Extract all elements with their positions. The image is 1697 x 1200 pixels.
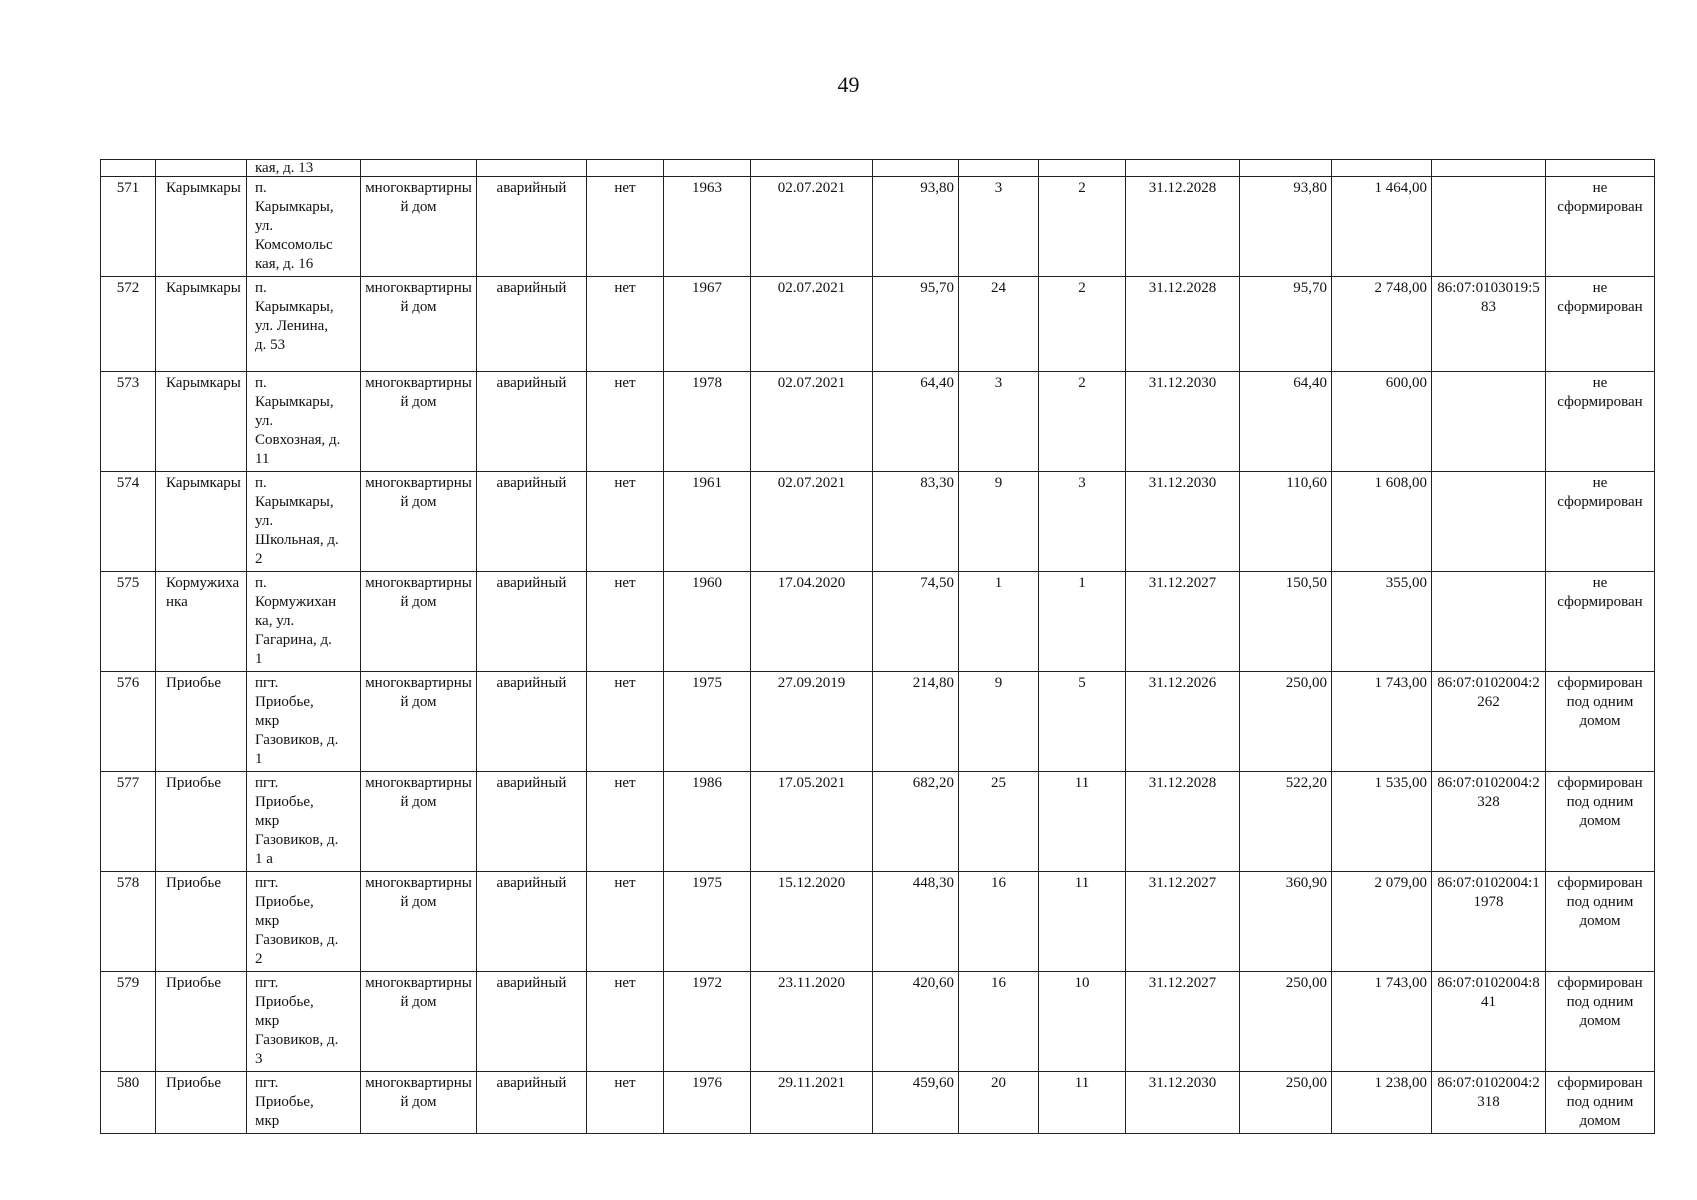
cell-area-relocation: 95,70: [1240, 277, 1332, 372]
cell-cadastral-number: [1432, 572, 1546, 672]
cell-date: 17.04.2020: [751, 572, 873, 672]
cell-land-area: 1 743,00: [1332, 972, 1432, 1072]
cell-settlement: Приобье: [156, 772, 247, 872]
cell-address: п. Карымкары, ул. Школьная, д. 2: [247, 472, 361, 572]
cell-flag: нет: [587, 672, 664, 772]
cell-flag: нет: [587, 277, 664, 372]
cell-land-area: 1 238,00: [1332, 1072, 1432, 1134]
cell-cadastral-number: 86:07:0102004:841: [1432, 972, 1546, 1072]
cell-deadline: 31.12.2030: [1126, 372, 1240, 472]
cell-area: 682,20: [873, 772, 959, 872]
table-row: [101, 872, 1655, 972]
cell-land-status: не сформирован: [1546, 572, 1655, 672]
cell-number: 573: [101, 372, 156, 472]
cell-year: 1972: [664, 972, 751, 1072]
cell-condition: аварийный: [477, 772, 587, 872]
cell-cadastral-number: 86:07:0102004:11978: [1432, 872, 1546, 972]
cell-settlement: Карымкары: [156, 177, 247, 277]
cell-area-relocation: 150,50: [1240, 572, 1332, 672]
cell-area: 459,60: [873, 1072, 959, 1134]
cell-apartments: 10: [1039, 972, 1126, 1072]
cell-condition: аварийный: [477, 277, 587, 372]
cell-object-type: многоквартирный дом: [361, 572, 477, 672]
cell-object-type: многоквартирный дом: [361, 1072, 477, 1134]
cell-deadline: 31.12.2030: [1126, 472, 1240, 572]
cell-empty: [477, 160, 587, 177]
cell-apartments: 1: [1039, 572, 1126, 672]
cell-residents: 9: [959, 472, 1039, 572]
cell-object-type: многоквартирный дом: [361, 472, 477, 572]
cell-empty: [101, 160, 156, 177]
cell-condition: аварийный: [477, 872, 587, 972]
cell-address: пгт. Приобье, мкр Газовиков, д. 3: [247, 972, 361, 1072]
cell-empty: [873, 160, 959, 177]
table-row: [101, 772, 1655, 872]
table-row: [101, 672, 1655, 772]
cell-land-status: не сформирован: [1546, 277, 1655, 372]
cell-number: 574: [101, 472, 156, 572]
cell-cadastral-number: 86:07:0102004:2262: [1432, 672, 1546, 772]
cell-condition: аварийный: [477, 372, 587, 472]
cell-area: 83,30: [873, 472, 959, 572]
cell-residents: 20: [959, 1072, 1039, 1134]
cell-flag: нет: [587, 772, 664, 872]
cell-land-area: 2 079,00: [1332, 872, 1432, 972]
cell-land-area: 1 464,00: [1332, 177, 1432, 277]
cell-address: п. Карымкары, ул. Комсомольс кая, д. 16: [247, 177, 361, 277]
cell-number: 571: [101, 177, 156, 277]
cell-year: 1976: [664, 1072, 751, 1134]
cell-address: п. Карымкары, ул. Совхозная, д. 11: [247, 372, 361, 472]
cell-date: 02.07.2021: [751, 277, 873, 372]
cell-date: 15.12.2020: [751, 872, 873, 972]
cell-empty: [587, 160, 664, 177]
cell-condition: аварийный: [477, 1072, 587, 1134]
cell-empty: [361, 160, 477, 177]
cell-area: 64,40: [873, 372, 959, 472]
cell-land-area: 355,00: [1332, 572, 1432, 672]
cell-condition: аварийный: [477, 572, 587, 672]
cell-area: 420,60: [873, 972, 959, 1072]
cell-area-relocation: 250,00: [1240, 672, 1332, 772]
cell-cadastral-number: 86:07:0102004:2318: [1432, 1072, 1546, 1134]
cell-date: 02.07.2021: [751, 372, 873, 472]
cell-date: 29.11.2021: [751, 1072, 873, 1134]
cell-apartments: 5: [1039, 672, 1126, 772]
cell-year: 1963: [664, 177, 751, 277]
cell-area-relocation: 110,60: [1240, 472, 1332, 572]
cell-apartments: 11: [1039, 872, 1126, 972]
cell-number: 578: [101, 872, 156, 972]
cell-object-type: многоквартирный дом: [361, 772, 477, 872]
cell-deadline: 31.12.2030: [1126, 1072, 1240, 1134]
cell-flag: нет: [587, 572, 664, 672]
cell-date: 23.11.2020: [751, 972, 873, 1072]
cell-number: 577: [101, 772, 156, 872]
cell-settlement: Приобье: [156, 872, 247, 972]
cell-year: 1975: [664, 672, 751, 772]
table-row: [101, 372, 1655, 472]
table-row: [101, 277, 1655, 372]
cell-object-type: многоквартирный дом: [361, 672, 477, 772]
cell-year: 1960: [664, 572, 751, 672]
cell-area-relocation: 360,90: [1240, 872, 1332, 972]
table-row: [101, 1072, 1655, 1134]
cell-settlement: Карымкары: [156, 372, 247, 472]
cell-flag: нет: [587, 972, 664, 1072]
cell-land-status: сформирован под одним домом: [1546, 672, 1655, 772]
cell-land-status: не сформирован: [1546, 472, 1655, 572]
cell-deadline: 31.12.2028: [1126, 772, 1240, 872]
cell-address: п. Кормужихан ка, ул. Гагарина, д. 1: [247, 572, 361, 672]
cell-address: пгт. Приобье, мкр Газовиков, д. 1: [247, 672, 361, 772]
cell-area: 93,80: [873, 177, 959, 277]
housing-registry-table: [100, 159, 1655, 1134]
cell-cadastral-number: 86:07:0103019:583: [1432, 277, 1546, 372]
cell-land-area: 600,00: [1332, 372, 1432, 472]
cell-area-relocation: 250,00: [1240, 1072, 1332, 1134]
cell-apartments: 2: [1039, 372, 1126, 472]
cell-condition: аварийный: [477, 177, 587, 277]
cell-address: кая, д. 13: [247, 160, 361, 177]
cell-cadastral-number: [1432, 472, 1546, 572]
cell-land-area: 2 748,00: [1332, 277, 1432, 372]
cell-year: 1978: [664, 372, 751, 472]
cell-area: 74,50: [873, 572, 959, 672]
cell-land-status: не сформирован: [1546, 177, 1655, 277]
cell-cadastral-number: [1432, 372, 1546, 472]
cell-land-area: 1 535,00: [1332, 772, 1432, 872]
cell-year: 1967: [664, 277, 751, 372]
cell-deadline: 31.12.2027: [1126, 572, 1240, 672]
cell-area: 448,30: [873, 872, 959, 972]
page-number: 49: [837, 72, 860, 97]
cell-flag: нет: [587, 872, 664, 972]
cell-empty: [156, 160, 247, 177]
cell-settlement: Карымкары: [156, 472, 247, 572]
cell-cadastral-number: [1432, 177, 1546, 277]
cell-year: 1961: [664, 472, 751, 572]
cell-apartments: 2: [1039, 177, 1126, 277]
table-row: [101, 972, 1655, 1072]
cell-object-type: многоквартирный дом: [361, 177, 477, 277]
table-row: [101, 572, 1655, 672]
table-row-continuation: [101, 160, 1655, 177]
cell-residents: 16: [959, 872, 1039, 972]
cell-deadline: 31.12.2027: [1126, 972, 1240, 1072]
cell-address: п. Карымкары, ул. Ленина, д. 53: [247, 277, 361, 372]
cell-area-relocation: 64,40: [1240, 372, 1332, 472]
table-body: [101, 160, 1655, 1134]
cell-deadline: 31.12.2028: [1126, 277, 1240, 372]
cell-condition: аварийный: [477, 972, 587, 1072]
cell-address: пгт. Приобье, мкр: [247, 1072, 361, 1134]
cell-deadline: 31.12.2028: [1126, 177, 1240, 277]
cell-area: 214,80: [873, 672, 959, 772]
cell-year: 1975: [664, 872, 751, 972]
cell-address: пгт. Приобье, мкр Газовиков, д. 1 а: [247, 772, 361, 872]
cell-object-type: многоквартирный дом: [361, 872, 477, 972]
cell-empty: [959, 160, 1039, 177]
cell-residents: 3: [959, 372, 1039, 472]
cell-empty: [1332, 160, 1432, 177]
cell-date: 02.07.2021: [751, 472, 873, 572]
cell-empty: [664, 160, 751, 177]
cell-area: 95,70: [873, 277, 959, 372]
cell-settlement: Приобье: [156, 1072, 247, 1134]
cell-deadline: 31.12.2026: [1126, 672, 1240, 772]
cell-land-status: сформирован под одним домом: [1546, 1072, 1655, 1134]
cell-apartments: 2: [1039, 277, 1126, 372]
cell-residents: 16: [959, 972, 1039, 1072]
cell-condition: аварийный: [477, 672, 587, 772]
cell-land-status: сформирован под одним домом: [1546, 972, 1655, 1072]
cell-object-type: многоквартирный дом: [361, 972, 477, 1072]
cell-empty: [1432, 160, 1546, 177]
cell-residents: 25: [959, 772, 1039, 872]
cell-land-area: 1 608,00: [1332, 472, 1432, 572]
cell-land-status: сформирован под одним домом: [1546, 872, 1655, 972]
cell-number: 576: [101, 672, 156, 772]
cell-number: 575: [101, 572, 156, 672]
cell-number: 580: [101, 1072, 156, 1134]
cell-empty: [751, 160, 873, 177]
cell-flag: нет: [587, 372, 664, 472]
cell-land-status: сформирован под одним домом: [1546, 772, 1655, 872]
cell-settlement: Приобье: [156, 672, 247, 772]
cell-deadline: 31.12.2027: [1126, 872, 1240, 972]
cell-date: 17.05.2021: [751, 772, 873, 872]
cell-flag: нет: [587, 1072, 664, 1134]
cell-residents: 3: [959, 177, 1039, 277]
cell-apartments: 11: [1039, 772, 1126, 872]
cell-area-relocation: 522,20: [1240, 772, 1332, 872]
cell-flag: нет: [587, 472, 664, 572]
cell-settlement: Приобье: [156, 972, 247, 1072]
cell-flag: нет: [587, 177, 664, 277]
cell-date: 02.07.2021: [751, 177, 873, 277]
cell-land-status: не сформирован: [1546, 372, 1655, 472]
cell-empty: [1546, 160, 1655, 177]
cell-empty: [1126, 160, 1240, 177]
cell-number: 572: [101, 277, 156, 372]
cell-empty: [1240, 160, 1332, 177]
cell-object-type: многоквартирный дом: [361, 372, 477, 472]
cell-area-relocation: 93,80: [1240, 177, 1332, 277]
cell-object-type: многоквартирный дом: [361, 277, 477, 372]
cell-empty: [1039, 160, 1126, 177]
cell-residents: 9: [959, 672, 1039, 772]
cell-apartments: 11: [1039, 1072, 1126, 1134]
cell-condition: аварийный: [477, 472, 587, 572]
cell-residents: 24: [959, 277, 1039, 372]
table-row: [101, 177, 1655, 277]
cell-apartments: 3: [1039, 472, 1126, 572]
table-row: [101, 472, 1655, 572]
cell-area-relocation: 250,00: [1240, 972, 1332, 1072]
cell-number: 579: [101, 972, 156, 1072]
cell-cadastral-number: 86:07:0102004:2328: [1432, 772, 1546, 872]
cell-address: пгт. Приобье, мкр Газовиков, д. 2: [247, 872, 361, 972]
cell-year: 1986: [664, 772, 751, 872]
cell-residents: 1: [959, 572, 1039, 672]
cell-date: 27.09.2019: [751, 672, 873, 772]
cell-settlement: Кормужиханка: [156, 572, 247, 672]
cell-land-area: 1 743,00: [1332, 672, 1432, 772]
cell-settlement: Карымкары: [156, 277, 247, 372]
